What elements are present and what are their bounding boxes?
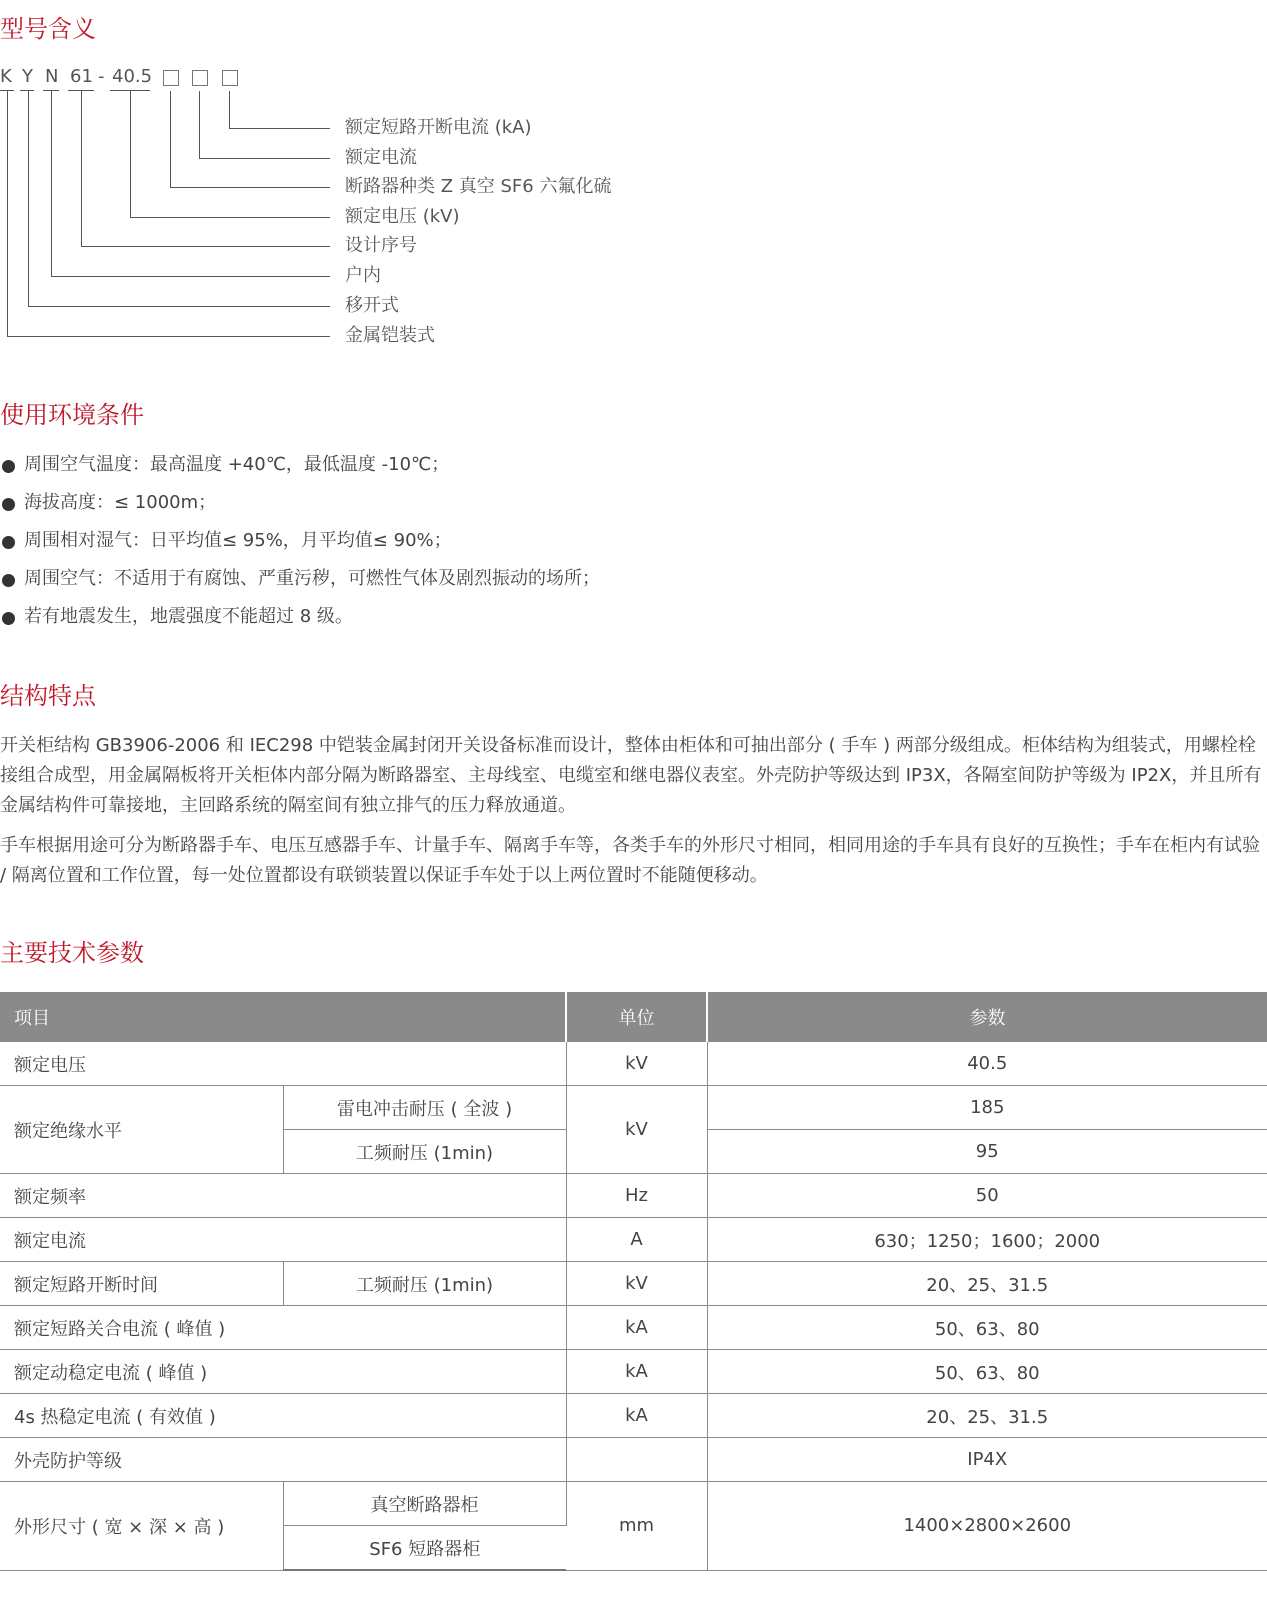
cell-value: 20、25、31.5	[707, 1394, 1267, 1438]
cell-label: 额定动稳定电流 ( 峰值 )	[0, 1350, 566, 1394]
list-item: 周围相对湿气：日平均值≤ 95%，月平均值≤ 90%；	[0, 528, 600, 566]
list-item: 海拔高度：≤ 1000m；	[0, 490, 600, 528]
cell-sublabel: 工频耐压 (1min)	[283, 1262, 566, 1306]
definition-breaking-current: 额定短路开断电流 (kA)	[345, 117, 532, 138]
cell-sublabel: 真空断路器柜	[283, 1482, 566, 1526]
cell-label: 额定电流	[0, 1218, 566, 1262]
cell-sublabel: 工频耐压 (1min)	[283, 1130, 566, 1174]
table-row	[0, 1218, 1267, 1262]
cell-unit: kA	[566, 1350, 707, 1394]
list-item: 周围空气温度：最高温度 +40℃，最低温度 -10℃；	[0, 452, 600, 490]
structure-paragraph: 手车根据用途可分为断路器手车、电压互感器手车、计量手车、隔离手车等，各类手车的外形尺寸相同，相同用途的手车具有良好的互换性；手车在柜内有试验 / 隔离位置和工作位置，每一处位置都设有联锁装置以保证手车处于以上两位置时不能随便移动。	[0, 835, 1260, 886]
header-param: 参数	[707, 992, 1267, 1042]
list-item: 若有地震发生，地震强度不能超过 8 级。	[0, 604, 600, 642]
definition-rated-current: 额定电流	[345, 147, 417, 168]
header-item: 项目	[0, 992, 566, 1042]
cell-value: 185	[707, 1086, 1267, 1130]
cell-unit: Hz	[566, 1174, 707, 1218]
cell-value: 1400×2800×2600	[707, 1482, 1267, 1571]
cell-unit: kV	[566, 1042, 707, 1086]
structure-section-title: 结构特点	[0, 682, 96, 710]
definition-breaker-type: 断路器种类 Z 真空 SF6 六氟化硫	[345, 176, 612, 197]
specs-section-title: 主要技术参数	[0, 939, 144, 967]
cell-value: 50、63、80	[707, 1350, 1267, 1394]
model-code-voltage: 40.5	[112, 66, 153, 87]
cell-unit	[566, 1438, 707, 1482]
table-row	[0, 1482, 1267, 1526]
header-unit: 单位	[566, 992, 707, 1042]
cell-sublabel: 雷电冲击耐压 ( 全波 )	[283, 1086, 566, 1130]
environment-section-title: 使用环境条件	[0, 401, 144, 429]
model-code-k: K	[0, 66, 12, 87]
model-section-title: 型号含义	[0, 15, 96, 43]
model-code-box-2	[192, 70, 208, 86]
cell-unit: kA	[566, 1306, 707, 1350]
cell-value: IP4X	[707, 1438, 1267, 1482]
definition-design-no: 设计序号	[345, 235, 417, 256]
structure-paragraph: 开关柜结构 GB3906-2006 和 IEC298 中铠装金属封闭开关设备标准而设计，整体由柜体和可抽出部分 ( 手车 ) 两部分级组成。柜体结构为组装式，用螺栓栓接组合成型，用金属隔板将开关柜体内部分隔为断路器室、主母线室、电缆室和继电器仪表室。外壳防护等级达到 IP3X，各隔室间防护等级为 IP2X，并且所有金属结构件可靠接地，主回路系统的隔室间有独立排气的压力释放通道。	[0, 735, 1262, 816]
model-code-n: N	[45, 66, 59, 87]
cell-value: 50	[707, 1174, 1267, 1218]
model-code-box-1	[163, 70, 179, 86]
cell-value: 630；1250；1600；2000	[707, 1218, 1267, 1262]
cell-value: 95	[707, 1130, 1267, 1174]
cell-label: 额定绝缘水平	[0, 1086, 283, 1174]
cell-unit: mm	[566, 1482, 707, 1571]
definition-rated-voltage: 额定电压 (kV)	[345, 206, 460, 227]
table-row	[0, 1438, 1267, 1482]
cell-value: 20、25、31.5	[707, 1262, 1267, 1306]
cell-value: 50、63、80	[707, 1306, 1267, 1350]
cell-label: 额定频率	[0, 1174, 566, 1218]
specs-table	[0, 992, 1267, 1571]
cell-unit: kV	[566, 1262, 707, 1306]
table-row	[0, 1306, 1267, 1350]
cell-label: 外壳防护等级	[0, 1438, 566, 1482]
model-code-y: Y	[22, 66, 33, 87]
cell-label: 额定短路关合电流 ( 峰值 )	[0, 1306, 566, 1350]
definition-metal-clad: 金属铠装式	[345, 325, 435, 346]
cell-label: 4s 热稳定电流 ( 有效值 )	[0, 1394, 566, 1438]
cell-unit: kV	[566, 1086, 707, 1174]
cell-label: 额定短路开断时间	[0, 1262, 283, 1306]
leader-line	[7, 91, 330, 337]
table-row	[0, 1174, 1267, 1218]
cell-unit: kA	[566, 1394, 707, 1438]
table-row	[0, 1042, 1267, 1086]
table-row	[0, 1394, 1267, 1438]
model-code-box-3	[222, 70, 238, 86]
environment-list	[0, 452, 600, 642]
table-header-row	[0, 992, 1267, 1042]
cell-sublabel: SF6 短路器柜	[283, 1526, 566, 1571]
table-row	[0, 1350, 1267, 1394]
definition-indoor: 户内	[345, 265, 381, 286]
model-code-dash: -	[98, 66, 105, 87]
cell-unit: A	[566, 1218, 707, 1262]
table-row	[0, 1262, 1267, 1306]
cell-label: 外形尺寸 ( 宽 × 深 × 高 )	[0, 1482, 283, 1571]
model-code-seq: 61	[70, 66, 93, 87]
cell-value: 40.5	[707, 1042, 1267, 1086]
cell-label: 额定电压	[0, 1042, 566, 1086]
table-row	[0, 1086, 1267, 1130]
list-item: 周围空气：不适用于有腐蚀、严重污秽，可燃性气体及剧烈振动的场所；	[0, 566, 600, 604]
definition-withdrawable: 移开式	[345, 295, 399, 316]
